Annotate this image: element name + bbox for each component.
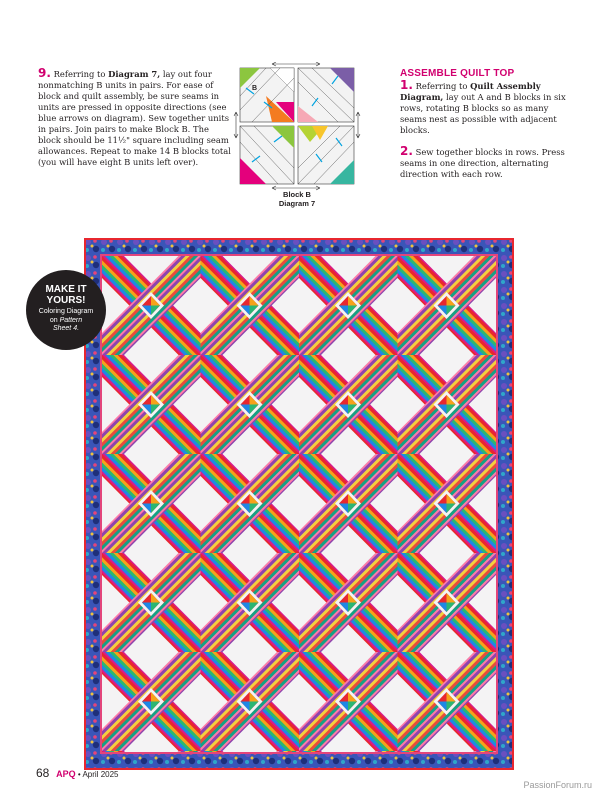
step-text: Referring to (412, 81, 471, 91)
issue-date: • April 2025 (75, 770, 119, 779)
badge-line: on (49, 316, 58, 324)
step-number: 9. (38, 66, 51, 80)
caption-block: Block B (283, 190, 311, 199)
diagram-unit (240, 68, 294, 122)
badge-line: Pattern (59, 316, 83, 324)
assemble-instructions (400, 68, 570, 180)
caption-diagram: Diagram 7 (278, 199, 316, 208)
step-ref: Quilt Assembly Diagram, (400, 81, 541, 102)
page-footer (36, 766, 118, 780)
section-heading: ASSEMBLE QUILT TOP (400, 68, 515, 79)
assemble-step-1 (400, 80, 570, 136)
diagram-unit (240, 126, 294, 184)
step-text: Sew together blocks in rows. Press seams in one direction, alternating direction with each row. (400, 147, 565, 179)
badge-line: Sheet 4. (52, 325, 80, 332)
step-text: lay out four nonmatching B units in pairs. For ease of block and quilt assembly, be sure seams in units are pressed in opposite directions (see blue arrows on diagram). Sew together units in pairs. Join pairs to make Block B. The block should be 11½" square including seam allowances. Repeat to make 14 B blocks total (you will have eight B units left over). (38, 69, 231, 167)
diagram-unit (298, 68, 354, 122)
step-9-instructions (38, 68, 233, 168)
badge-line: MAKE IT (45, 284, 87, 295)
step-text: lay out A and B blocks in six rows, rotating B blocks so as many seams nest as possible with adjacent blocks. (400, 92, 566, 135)
step-text: Referring to (50, 69, 109, 79)
arrow-icon (356, 112, 360, 138)
step-number: 1. (400, 78, 413, 92)
watermark: PassionForum.ru (523, 780, 592, 790)
badge-line: Coloring Diagram (38, 308, 94, 315)
diagram-unit (298, 126, 354, 184)
badge-line: YOURS! (46, 295, 86, 306)
diagram-unit-label: B (252, 85, 258, 92)
page-number: 68 (36, 766, 50, 780)
magazine-brand: APQ (56, 769, 76, 779)
assemble-step-2 (400, 146, 570, 180)
step-ref: Diagram 7, (108, 69, 161, 79)
arrow-icon (234, 112, 238, 138)
arrow-icon (272, 62, 320, 66)
make-it-yours-badge (26, 270, 106, 350)
diagram-caption (262, 190, 332, 208)
step-number: 2. (400, 144, 413, 158)
quilt-photo (84, 238, 514, 770)
